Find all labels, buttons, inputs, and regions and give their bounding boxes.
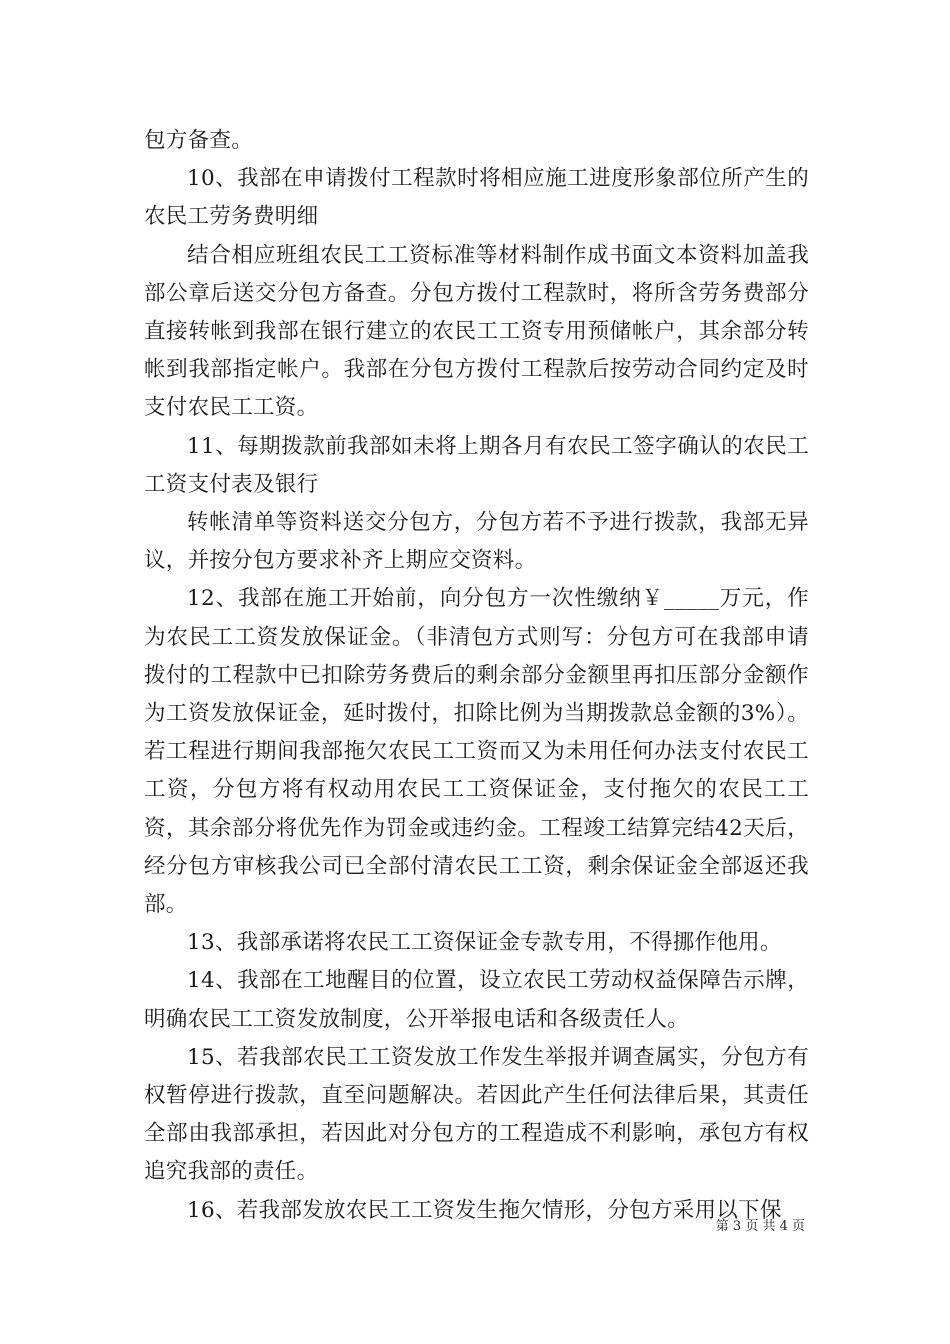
paragraph-clause-10: 10、我部在申请拨付工程款时将相应施工进度形象部位所产生的农民工劳务费明细 bbox=[144, 166, 809, 230]
paragraph-clause-13: 13、我部承诺将农民工工资保证金专款专用，不得挪作他用。 bbox=[187, 930, 782, 956]
paragraph-clause-12: 12、我部在施工开始前，向分包方一次性缴纳￥_____万元，作为农民工工资发放保证金。（非清包方式则写：分包方可在我部申请拨付的工程款中已扣除劳务费后的剩余部分金额里再扣压部分金额作为工资发放保证金，延时拨付，扣除比例为当期拨款总金额的3%）。若工程进行期间我部拖欠农民工工资而又为未用任何办法支付农民工工资，分包方将有权动用农民工工资保证金，支付拖欠的农民工工资，其余部分将优先作为罚金或违约金。工程竣工结算完结42天后，经分包方审核我公司已全部付清农民工工资，剩余保证金全部返还我部。 bbox=[144, 586, 809, 918]
document-body bbox=[144, 122, 809, 1230]
page-number-footer: 第 3 页 共 4 页 bbox=[715, 1219, 805, 1234]
paragraph-clause-15: 15、若我部农民工工资发放工作发生举报并调查属实，分包方有权暂停进行拨款，直至问题解决。若因此产生任何法律后果，其责任全部由我部承担，若因此对分包方的工程造成不利影响，承包方有权追究我部的责任。 bbox=[144, 1044, 809, 1185]
paragraph-clause-14: 14、我部在工地醒目的位置，设立农民工劳动权益保障告示牌，明确农民工工资发放制度，公开举报电话和各级责任人。 bbox=[144, 968, 809, 1032]
paragraph: 包方备查。 bbox=[144, 128, 254, 153]
paragraph-clause-16: 16、若我部发放农民工工资发生拖欠情形，分包方采用以下保 bbox=[187, 1197, 782, 1223]
paragraph: 结合相应班组农民工工资标准等材料制作成书面文本资料加盖我部公章后送交分包方备查。分包方拨付工程款时，将所含劳务费部分直接转帐到我部在银行建立的农民工工资专用预储帐户，其余部分转帐到我部指定帐户。我部在分包方拨付工程款后按劳动合同约定及时支付农民工工资。 bbox=[144, 242, 809, 421]
paragraph-clause-11: 11、每期拨款前我部如未将上期各月有农民工签字确认的农民工工资支付表及银行 bbox=[144, 433, 809, 497]
paragraph: 转帐清单等资料送交分包方，分包方若不予进行拨款，我部无异议，并按分包方要求补齐上期应交资料。 bbox=[144, 510, 809, 574]
